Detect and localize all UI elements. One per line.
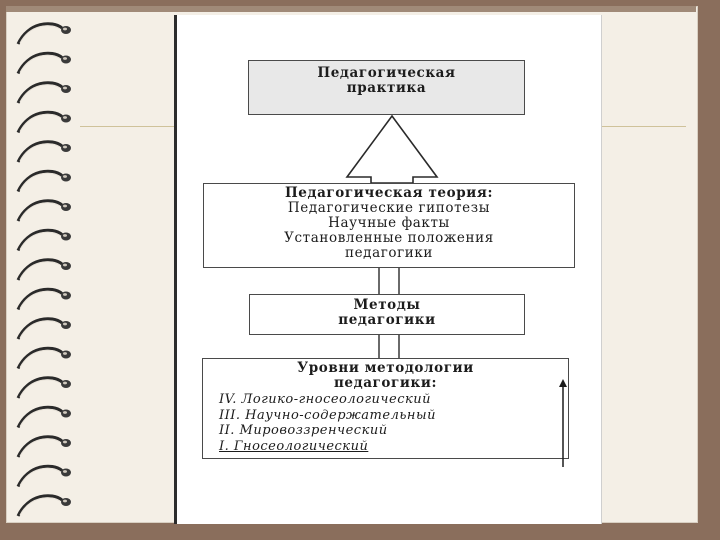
practice-box: [248, 60, 525, 115]
methods-line-2: педагогики: [338, 312, 436, 328]
practice-line-1: Педагогическая: [317, 65, 456, 81]
spiral-ring: [18, 348, 71, 368]
theory-title: Педагогическая теория:: [284, 185, 494, 201]
theory-item: Научные факты: [328, 215, 450, 231]
spiral-ring: [18, 466, 71, 486]
spiral-ring: [18, 260, 71, 280]
spiral-binding: [0, 0, 90, 540]
spiral-ring: [18, 24, 71, 44]
up-arrow: [345, 115, 439, 183]
diagram-slide: [174, 15, 602, 524]
levels-box: [202, 358, 569, 459]
methods-box: [249, 294, 525, 335]
theory-item: Установленные положения: [284, 230, 494, 246]
spiral-ring: [18, 407, 71, 427]
spiral-ring: [18, 53, 71, 73]
theory-item: педагогики: [344, 245, 434, 261]
spiral-ring: [18, 83, 71, 103]
spiral-ring: [18, 142, 71, 162]
practice-line-2: практика: [346, 80, 427, 96]
spiral-ring: [18, 201, 71, 221]
level-item: III. Научно-содержательный: [219, 407, 436, 423]
level-item: I. Гносеологический: [219, 438, 369, 454]
spiral-ring: [18, 319, 71, 339]
spiral-ring: [18, 437, 71, 457]
theory-item: Педагогические гипотезы: [287, 200, 491, 216]
level-item: II. Мировоззренческий: [219, 423, 388, 438]
levels-title-2: педагогики:: [333, 375, 438, 391]
levels-list: [219, 392, 436, 454]
spiral-ring: [18, 496, 71, 516]
levels-title-1: Уровни методологии: [297, 360, 474, 376]
page-top-band: [6, 6, 696, 12]
spiral-ring: [18, 289, 71, 309]
spiral-ring: [18, 230, 71, 250]
levels-up-arrow: [558, 379, 568, 467]
spiral-ring: [18, 378, 71, 398]
methods-line-1: Методы: [353, 297, 421, 313]
spiral-ring: [18, 171, 71, 191]
level-item: IV. Логико-гносеологический: [219, 392, 431, 407]
theory-box: [203, 183, 575, 268]
spiral-ring: [18, 112, 71, 132]
